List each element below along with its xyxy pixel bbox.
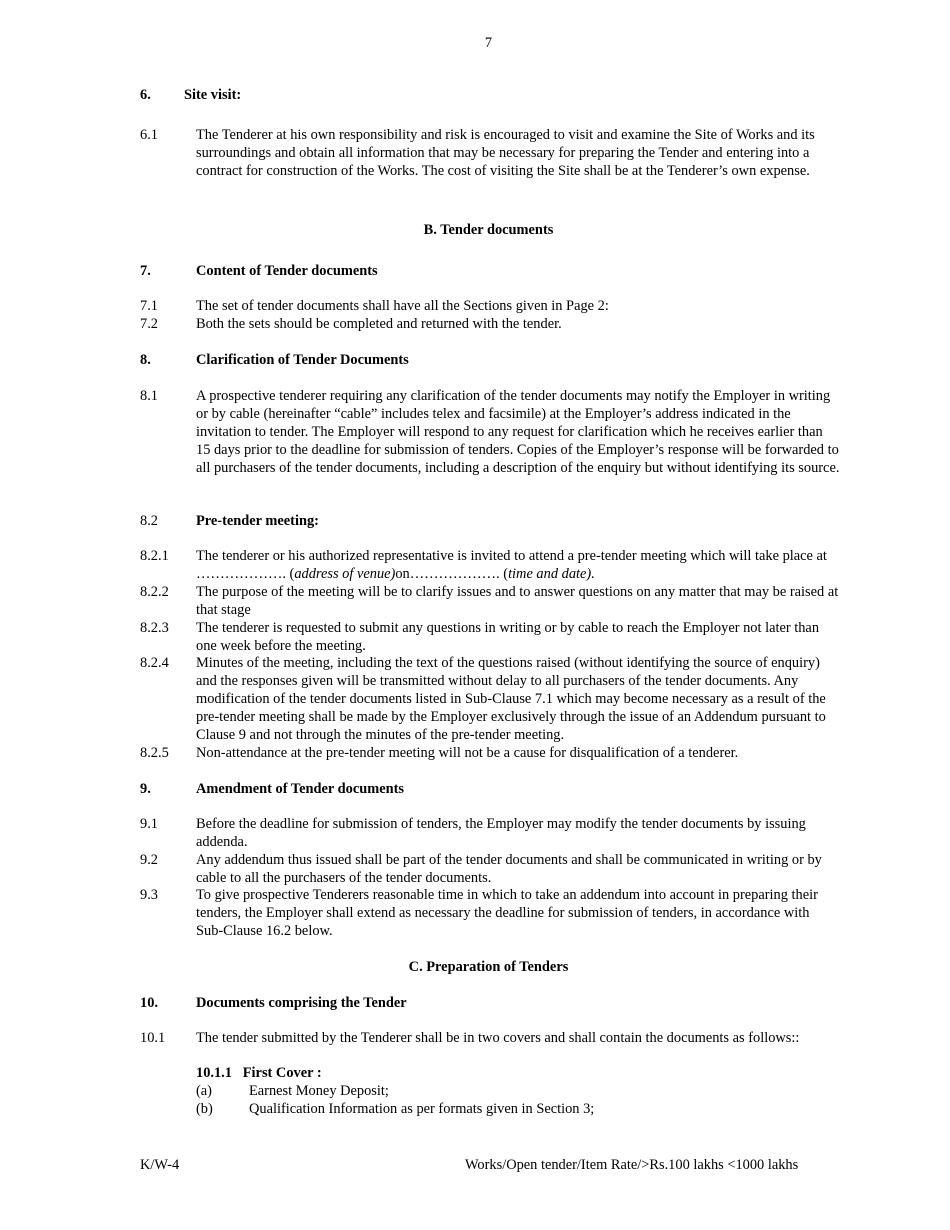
footer-doc-code: K/W-4 [140, 1157, 180, 1173]
clause-text: The purpose of the meeting will be to clarify issues and to answer questions on any matter that may be raised at that stage [196, 584, 839, 618]
clause-text: Before the deadline for submission of tenders, the Employer may modify the tender documents by issuing addenda. [196, 816, 806, 850]
section-8-title: Clarification of Tender Documents [196, 352, 409, 368]
clause-number: 8.2.2 [140, 584, 169, 600]
section-6-title: Site visit: [184, 87, 242, 103]
section-9-title: Amendment of Tender documents [196, 781, 405, 797]
venue-placeholder: address of venue) [294, 566, 396, 582]
section-8-number: 8. [140, 352, 151, 368]
clause-number: 8.2.5 [140, 745, 169, 761]
clause-number: 8.2.3 [140, 620, 169, 636]
item-text: Qualification Information as per formats given in Section 3; [249, 1101, 595, 1117]
item-mark: (a) [196, 1083, 212, 1099]
section-7-title: Content of Tender documents [196, 263, 378, 279]
clause-text [196, 547, 840, 583]
time-placeholder: time and date). [508, 566, 595, 582]
clause-text: The tenderer is requested to submit any questions in writing or by cable to reach the Employer not later than one week before the meeting. [196, 620, 820, 654]
clause-number: 8.2 [140, 513, 158, 529]
clause-text: The tender submitted by the Tenderer shall be in two covers and shall contain the documents as follows:: [196, 1030, 800, 1046]
clause-number: 7.1 [140, 298, 158, 314]
clause-number: 10.1 [140, 1030, 166, 1046]
clause-number: 9.3 [140, 887, 158, 903]
section-10-title: Documents comprising the Tender [196, 995, 407, 1011]
clause-number: 8.1 [140, 388, 158, 404]
clause-text: Any addendum thus issued shall be part of the tender documents and shall be communicated in writing or by cable to all the purchasers of the tender documents. [196, 852, 822, 886]
section-6-number: 6. [140, 87, 151, 103]
text-part: on………………. ( [395, 566, 509, 582]
clause-number: 9.2 [140, 852, 158, 868]
page-number: 7 [484, 35, 493, 51]
footer-doc-description: Works/Open tender/Item Rate/>Rs.100 lakhs <1000 lakhs [465, 1157, 799, 1173]
clause-number: 8.2.1 [140, 548, 169, 564]
clause-number: 7.2 [140, 316, 158, 332]
part-c-heading: C. Preparation of Tenders [408, 959, 569, 975]
clause-text: Minutes of the meeting, including the text of the questions raised (without identifying the source of enquiry) and the responses given will be transmitted without delay to all purchasers of the tender documents. Any modification of the tender documents listed in Sub-Clause 7.1 which may become necessary as a result of the pre-tender meeting shall be made by the Employer exclusively through the issue of an Addendum pursuant to Clause 9 and not through the minutes of the pre-tender meeting. [196, 655, 826, 743]
text-part: The tenderer or his authorized representative is invited to attend a pre-tender meeting which will take place at ………………. ( [196, 548, 827, 582]
clause-text: To give prospective Tenderers reasonable time in which to take an addendum into account in preparing their tenders, the Employer shall extend as necessary the deadline for submission of tenders, in accordance with Sub-Clause 16.2 below. [196, 887, 818, 939]
clause-text: Both the sets should be completed and returned with the tender. [196, 316, 562, 332]
section-9-number: 9. [140, 781, 151, 797]
clause-title: Pre-tender meeting: [196, 513, 319, 529]
item-mark: (b) [196, 1101, 213, 1117]
clause-number: 6.1 [140, 127, 158, 143]
clause-number: 9.1 [140, 816, 158, 832]
clause-number: 8.2.4 [140, 655, 169, 671]
clause-text: Non-attendance at the pre-tender meeting will not be a cause for disqualification of a tenderer. [196, 745, 739, 761]
section-10-number: 10. [140, 995, 158, 1011]
clause-text: A prospective tenderer requiring any clarification of the tender documents may notify the Employer in writing or by cable (hereinafter “cable” includes telex and facsimile) at the Employer’s address indicated in the invitation to tender. The Employer will respond to any request for clarification which he receives earlier than 15 days prior to the deadline for submission of tenders. Copies of the Employer’s response will be forwarded to all purchasers of the tender documents, including a description of the enquiry but without identifying its source. [196, 388, 840, 476]
part-b-heading: B. Tender documents [423, 222, 554, 238]
clause-text: The set of tender documents shall have all the Sections given in Page 2: [196, 298, 609, 314]
first-cover-heading: 10.1.1 First Cover : [196, 1065, 322, 1081]
section-7-number: 7. [140, 263, 151, 279]
clause-text: The Tenderer at his own responsibility and risk is encouraged to visit and examine the Site of Works and its surroundings and obtain all information that may be necessary for preparing the Tender and entering into a contract for construction of the Works. The cost of visiting the Site shall be at the Tenderer’s own expense. [196, 127, 815, 179]
item-text: Earnest Money Deposit; [249, 1083, 389, 1099]
